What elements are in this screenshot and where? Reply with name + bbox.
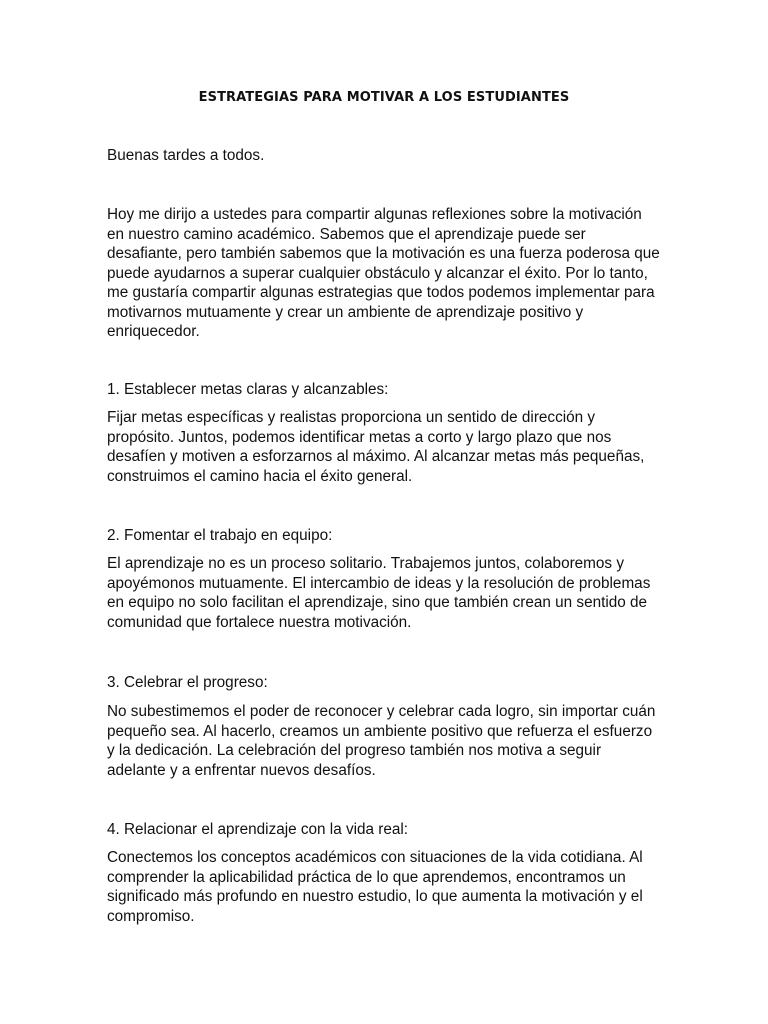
section-heading-4: 4. Relacionar el aprendizaje con la vida real:: [107, 821, 409, 838]
section-heading-1: 1. Establecer metas claras y alcanzables:: [107, 381, 389, 398]
section-body-4: Conectemos los conceptos académicos con situaciones de la vida cotidiana. Al comprender la aplicabilidad práctica de lo que aprendemos, encontramos un significado más profundo en nuestro estudio, lo que aumenta la motivación y el compromiso.: [107, 849, 643, 925]
section-heading-2: 2. Fomentar el trabajo en equipo:: [107, 527, 333, 544]
section-body-2: El aprendizaje no es un proceso solitario. Trabajemos juntos, colaboremos y apoyémonos mutuamente. El intercambio de ideas y la resolución de problemas en equipo no solo facilitan el aprendizaje, sino que también crean un sentido de comunidad que fortalece nuestra motivación.: [107, 555, 651, 631]
document-title: ESTRATEGIAS PARA MOTIVAR A LOS ESTUDIANTES: [198, 90, 570, 105]
greeting-paragraph: Buenas tardes a todos.: [107, 147, 265, 164]
section-body-1: Fijar metas específicas y realistas proporciona un sentido de dirección y propósito. Juntos, podemos identificar metas a corto y largo plazo que nos desafíen y motiven a esforzarnos al máximo. Al alcanzar metas más pequeñas, construimos el camino hacia el éxito general.: [107, 409, 645, 485]
intro-paragraph: Hoy me dirijo a ustedes para compartir algunas reflexiones sobre la motivación en nuestro camino académico. Sabemos que el aprendizaje puede ser desafiante, pero también sabemos que la motivación es una fuerza poderosa que puede ayudarnos a superar cualquier obstáculo y alcanzar el éxito. Por lo tanto, me gustaría compartir algunas estrategias que todos podemos implementar para motivarnos mutuamente y crear un ambiente de aprendizaje positivo y enriquecedor.: [107, 206, 660, 340]
section-body-3: No subestimemos el poder de reconocer y celebrar cada logro, sin importar cuán pequeño sea. Al hacerlo, creamos un ambiente positivo que refuerza el esfuerzo y la dedicación. La celebración del progreso también nos motiva a seguir adelante y a enfrentar nuevos desafíos.: [107, 703, 656, 779]
section-heading-3: 3. Celebrar el progreso:: [107, 674, 268, 691]
